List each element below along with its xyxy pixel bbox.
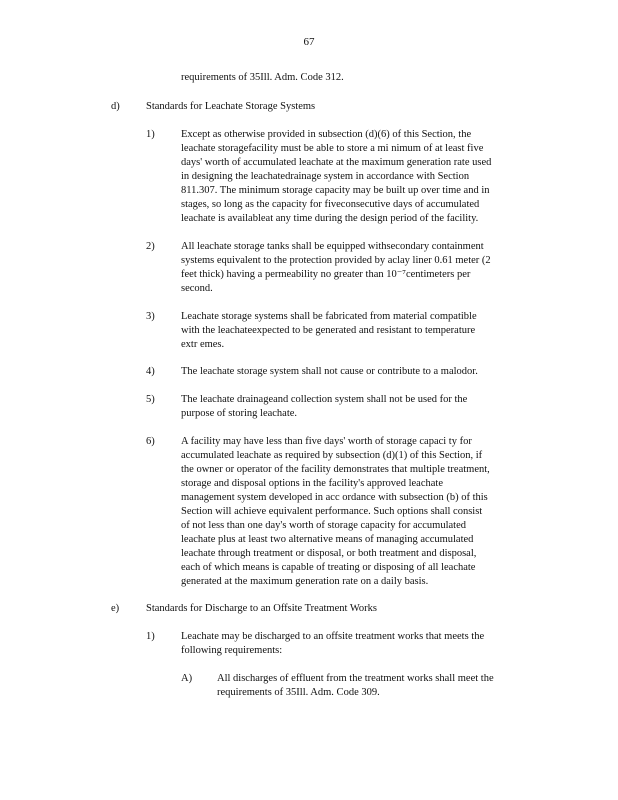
item-d3-label: 3): [146, 311, 155, 322]
text-line: leachate plus at least two alternative means of managing accumulated: [181, 534, 474, 545]
text-line: Leachate storage systems shall be fabricated from material compatible: [181, 311, 477, 322]
text-line: 811.307. The minimum storage capacity may be built up over time and in: [181, 185, 490, 196]
text-line: storage and disposal options in the facility's approved leachate: [181, 478, 443, 489]
text-line: second.: [181, 283, 213, 294]
text-line: A facility may have less than five days' worth of storage capaci ty for: [181, 436, 472, 447]
text-line: extr emes.: [181, 339, 225, 350]
text-line: purpose of storing leachate.: [181, 408, 298, 419]
text-line: requirements of 35Ill. Adm. Code 309.: [217, 687, 380, 698]
text-line: the owner or operator of the facility demonstrates that multiple treatment,: [181, 464, 490, 475]
section-d-label: d): [111, 101, 120, 112]
text-line: management system developed in acc ordance with subsection (b) of this: [181, 492, 488, 503]
text-line: leachate through treatment or disposal, or both treatment and disposal,: [181, 548, 477, 559]
text-line: All leachate storage tanks shall be equipped withsecondary containment: [181, 241, 484, 252]
text-line: The leachate storage system shall not cause or contribute to a malodor.: [181, 366, 478, 377]
section-e-heading: Standards for Discharge to an Offsite Treatment Works: [146, 603, 377, 614]
subitem-a-text: [217, 672, 538, 700]
text-line: Section will achieve equivalent performance. Such options shall consist: [181, 506, 483, 517]
section-d-heading: Standards for Leachate Storage Systems: [146, 101, 316, 112]
item-d6-label: 6): [146, 436, 155, 447]
text-line: each of which means is capable of treating or disposing of all leachate: [181, 562, 476, 573]
text-line: All discharges of effluent from the treatment works shall meet the: [217, 673, 494, 684]
item-d6-text: [181, 435, 538, 589]
text-line: Except as otherwise provided in subsection (d)(6) of this Section, the: [181, 129, 472, 140]
item-d1-text: [181, 128, 538, 226]
text-line: accumulated leachate as required by subsection (d)(1) of this Section, if: [181, 450, 483, 461]
text-line: days' worth of accumulated leachate at the maximum generation rate used: [181, 157, 492, 168]
text-line: in designing the leachatedrainage system in accordance with Section: [181, 171, 470, 182]
item-d2-label: 2): [146, 241, 155, 252]
text-line: The leachate drainageand collection system shall not be used for the: [181, 394, 468, 405]
item-d5-text: [181, 393, 538, 421]
text-line: Leachate may be discharged to an offsite treatment works that meets the: [181, 631, 485, 642]
item-d4-label: 4): [146, 366, 155, 377]
text-line: leachate is availableat any time during the design period of the facility.: [181, 213, 479, 224]
text-line: feet thick) having a permeability no greater than 10⁻⁷centimeters per: [181, 269, 471, 280]
section-e-label: e): [111, 603, 120, 614]
item-d4-text: [181, 365, 538, 379]
text-line: leachate storagefacility must be able to store a mi nimum of at least five: [181, 143, 484, 154]
item-d5-label: 5): [146, 394, 155, 405]
text-line: following requirements:: [181, 645, 283, 656]
text-line: of not less than one day's worth of storage capacity for accumulated: [181, 520, 467, 531]
text-line: systems equivalent to the protection provided by aclay liner 0.61 meter (2: [181, 255, 491, 266]
page-number: 67: [303, 36, 315, 48]
text-line: with the leachateexpected to be generated and resistant to temperature: [181, 325, 476, 336]
text-line: generated at the maximum generation rate on a daily basis.: [181, 576, 429, 587]
item-e1-label: 1): [146, 631, 155, 642]
subitem-a-label: A): [181, 673, 193, 684]
item-d3-text: [181, 310, 538, 352]
continuation-line: requirements of 35Ill. Adm. Code 312.: [181, 72, 344, 83]
item-d1-label: 1): [146, 129, 155, 140]
text-line: stages, so long as the capacity for fiveconsecutive days of accumulated: [181, 199, 480, 210]
item-d2-text: [181, 240, 538, 296]
item-e1-text: [181, 630, 538, 658]
